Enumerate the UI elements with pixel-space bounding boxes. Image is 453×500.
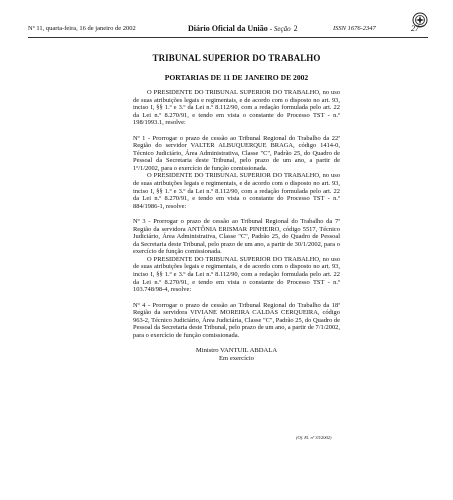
paragraph-preamble-2: O PRESIDENTE DO TRIBUNAL SUPERIOR DO TRABALHO, no uso de suas atribuições legais e regimentais, e de acordo com o disposto no art. 93, inciso I, §§ 1.º e 3.º da Lei n.º 8.112/90, com a redação formulada pelo art. 22 da Lei n.º 8.270/91, e tendo em vista o constante do Processo TST - n.º 884/1986-1, resolve: bbox=[133, 172, 340, 210]
document-body bbox=[133, 53, 340, 363]
coat-of-arms-icon bbox=[412, 12, 428, 28]
paragraph-ordinance-3: Nº 3 - Prorrogar o prazo de cessão ao Tribunal Regional do Trabalho da 7ª Região da servidora ANTÔNIA ERISMAR PINHEIRO, código 5517, Técnico Judiciário, Área Administrativa, Classe "C", Padrão 25, do Quadro de Pessoal da Secretaria deste Tribunal, pelo prazo de um ano, a partir de 30/1/2002, para o exercício de função comissionada. bbox=[133, 218, 340, 256]
section-label: - Seção bbox=[269, 25, 291, 33]
footnote: (Of. El. nº 33/2002) bbox=[296, 435, 332, 440]
journal-title bbox=[188, 22, 298, 36]
page-number: 27 bbox=[411, 24, 419, 33]
section-number: 2 bbox=[293, 24, 298, 33]
paragraph-preamble-3: O PRESIDENTE DO TRIBUNAL SUPERIOR DO TRABALHO, no uso de suas atribuições legais e regimentais, e de acordo com o disposto no art. 93, inciso I, §§ 1.º e 3.º da Lei n.º 8.112/90, com a redação formulada pelo art. 22 da Lei n.º 8.270/91, e tendo em vista o constante do Processo TST - n.º 103.748/98-4, resolve: bbox=[133, 255, 340, 294]
paragraph-ordinance-4: Nº 4 - Prorrogar o prazo de cessão ao Tribunal Regional do Trabalho da 18ª Região da servidora VIVIANE MOREIRA CALDAS CERQUEIRA, código 963-2, Técnico Judiciário, Área Judiciária, Classe "C", Padrão 25, do Quadro de Pessoal da Secretaria deste Tribunal, pelo prazo de um ano, a partir de 7/1/2002, para o exercício de função comissionada. bbox=[133, 301, 340, 339]
spacer bbox=[133, 210, 340, 218]
signature-block bbox=[133, 347, 340, 363]
issn-number: ISSN 1676-2347 bbox=[333, 25, 376, 32]
paragraph-preamble-1: O PRESIDENTE DO TRIBUNAL SUPERIOR DO TRABALHO, no uso de suas atribuições legais e regimentais, e de acordo com o disposto no art. 93, inciso I, §§ 1.º e 3.º da Lei n.º 8.112/90, com a redação formulada pelo art. 22 da Lei n.º 8.270/91, e tendo em vista o constante do Processo TST - n.º 198/1993.1, resolve: bbox=[133, 89, 340, 127]
spacer bbox=[133, 127, 340, 135]
journal-name: Diário Oficial da União bbox=[188, 24, 268, 33]
signature-name: Ministro VANTUIL ABDALA bbox=[195, 347, 278, 355]
document-subtitle: PORTARIAS DE 11 DE JANEIRO DE 2002 bbox=[164, 73, 309, 82]
signature-role: Em exercício bbox=[219, 355, 254, 363]
issue-info: Nº 11, quarta-feira, 16 de janeiro de 2002 bbox=[28, 25, 136, 32]
paragraph-ordinance-1: Nº 1 - Prorrogar o prazo de cessão ao Tribunal Regional do Trabalho da 22ª Região do servidor VALTER ALBUQUERQUE BRAGA, código 1414-0, Técnico Judiciário, Área Administrativa, Classe "C", Padrão 25, do Quadro de Pessoal da Secretaria deste Tribunal, pelo prazo de um ano, a partir de 1º/1/2002, para o exercício de função comissionada. bbox=[133, 134, 340, 172]
spacer bbox=[133, 294, 340, 302]
page-header bbox=[28, 22, 428, 36]
header-rule bbox=[28, 37, 428, 38]
document-title: TRIBUNAL SUPERIOR DO TRABALHO bbox=[152, 53, 321, 63]
